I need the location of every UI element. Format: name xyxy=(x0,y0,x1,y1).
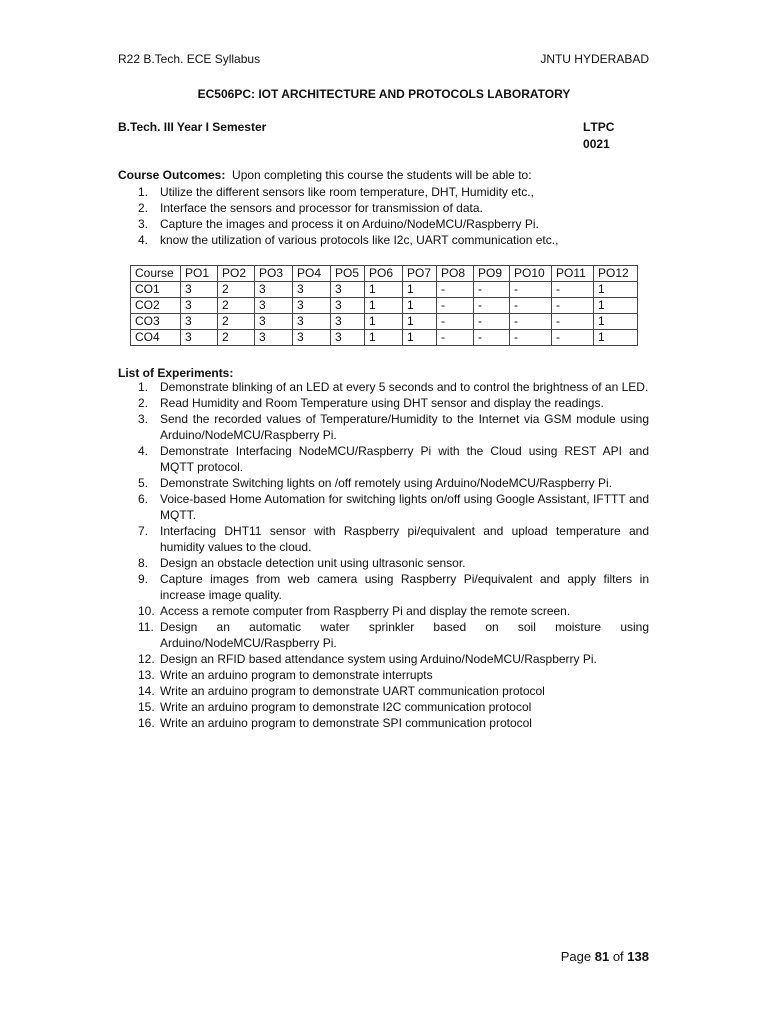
total-pages: 138 xyxy=(627,949,649,964)
item-text: Capture the images and process it on Arduino/NodeMCU/Raspberry Pi. xyxy=(160,217,539,231)
item-number: 4. xyxy=(138,233,149,247)
item-number: 1. xyxy=(138,185,149,199)
item-text: Design an obstacle detection unit using ultrasonic sensor. xyxy=(160,556,466,570)
list-item xyxy=(118,667,649,683)
item-text: Interfacing DHT11 sensor with Raspberry pi/equivalent and upload temperature and humidity values to the cloud. xyxy=(160,524,649,554)
co-po-mapping-table xyxy=(130,265,638,346)
table-header-cell: PO7 xyxy=(403,266,437,282)
course-outcomes-intro: Upon completing this course the students will be able to: xyxy=(232,168,532,182)
table-cell: - xyxy=(552,282,594,298)
table-cell: - xyxy=(474,330,510,346)
list-item xyxy=(118,603,649,619)
list-item xyxy=(118,232,650,248)
table-header-cell: PO12 xyxy=(594,266,638,282)
item-number: 5. xyxy=(138,476,149,490)
table-cell: 2 xyxy=(218,314,255,330)
table-cell: CO3 xyxy=(131,314,181,330)
course-outcomes-heading xyxy=(118,168,532,182)
item-text: Write an arduino program to demonstrate I2C communication protocol xyxy=(160,700,532,714)
table-cell: CO4 xyxy=(131,330,181,346)
table-header-cell: PO8 xyxy=(437,266,474,282)
ltpc-label: C xyxy=(605,120,615,134)
table-cell: 3 xyxy=(293,330,331,346)
table-cell: 1 xyxy=(403,298,437,314)
table-cell: 3 xyxy=(293,282,331,298)
table-header-cell: PO4 xyxy=(293,266,331,282)
table-header-cell: PO5 xyxy=(331,266,365,282)
item-text: Capture images from web camera using Raspberry Pi/equivalent and apply filters in increase image quality. xyxy=(160,572,649,602)
table-row xyxy=(131,330,638,346)
item-number: 6. xyxy=(138,492,149,506)
table-cell: - xyxy=(552,314,594,330)
item-text: Access a remote computer from Raspberry Pi and display the remote screen. xyxy=(160,604,571,618)
table-cell: 3 xyxy=(181,330,218,346)
item-number: 10. xyxy=(138,604,155,618)
table-cell: 3 xyxy=(255,282,293,298)
header-right: JNTU HYDERABAD xyxy=(540,52,649,66)
item-number: 1. xyxy=(138,380,149,394)
item-number: 16. xyxy=(138,716,155,730)
table-header-cell: PO11 xyxy=(552,266,594,282)
table-cell: 2 xyxy=(218,282,255,298)
ltpc-label: P xyxy=(597,120,606,134)
table-cell: 1 xyxy=(594,282,638,298)
ltpc-label: L xyxy=(583,120,591,134)
table-cell: 1 xyxy=(365,314,403,330)
table-cell: - xyxy=(437,298,474,314)
table-row xyxy=(131,282,638,298)
table-cell: 3 xyxy=(331,282,365,298)
header-left: R22 B.Tech. ECE Syllabus xyxy=(118,52,261,66)
table-cell: 1 xyxy=(365,298,403,314)
item-number: 13. xyxy=(138,668,155,682)
item-text: Write an arduino program to demonstrate UART communication protocol xyxy=(160,684,545,698)
list-item xyxy=(118,571,649,603)
table-cell: 3 xyxy=(255,314,293,330)
item-number: 2. xyxy=(138,201,149,215)
item-text: Design an automatic water sprinkler based on soil moisture using Arduino/NodeMCU/Raspberry Pi. xyxy=(160,620,649,650)
table-cell: 1 xyxy=(365,330,403,346)
table-cell: 3 xyxy=(293,298,331,314)
item-number: 9. xyxy=(138,572,149,586)
table-cell: 3 xyxy=(293,314,331,330)
table-cell: 2 xyxy=(218,298,255,314)
table-cell: 1 xyxy=(403,282,437,298)
ltpc-label: T xyxy=(590,120,598,134)
table-cell: 2 xyxy=(218,330,255,346)
ltpc-value: 1 xyxy=(603,137,610,151)
item-text: Design an RFID based attendance system using Arduino/NodeMCU/Raspberry Pi. xyxy=(160,652,597,666)
semester: B.Tech. III Year I Semester xyxy=(118,120,267,134)
table-cell: - xyxy=(552,330,594,346)
item-number: 12. xyxy=(138,652,155,666)
table-cell: 3 xyxy=(331,330,365,346)
list-item xyxy=(118,683,649,699)
table-cell: - xyxy=(474,314,510,330)
table-cell: - xyxy=(510,282,552,298)
table-cell: - xyxy=(510,314,552,330)
item-number: 14. xyxy=(138,684,155,698)
ltpc-value: 2 xyxy=(596,137,604,151)
table-cell: 1 xyxy=(403,330,437,346)
item-number: 11. xyxy=(138,620,154,634)
item-text: Write an arduino program to demonstrate SPI communication protocol xyxy=(160,716,532,730)
list-item xyxy=(118,379,649,395)
item-text: Write an arduino program to demonstrate interrupts xyxy=(160,668,433,682)
list-item xyxy=(118,699,649,715)
table-header-cell: PO3 xyxy=(255,266,293,282)
table-header-cell: PO10 xyxy=(510,266,552,282)
table-cell: CO2 xyxy=(131,298,181,314)
current-page: 81 xyxy=(594,949,610,964)
course-outcomes-list xyxy=(118,184,650,248)
list-item xyxy=(118,491,649,523)
item-number: 7. xyxy=(138,524,149,538)
table-cell: 1 xyxy=(365,282,403,298)
item-number: 15. xyxy=(138,700,155,714)
item-text: Demonstrate Switching lights on /off remotely using Arduino/NodeMCU/Raspberry Pi. xyxy=(160,476,612,490)
list-item xyxy=(118,411,649,443)
item-text: Interface the sensors and processor for transmission of data. xyxy=(160,201,483,215)
table-cell: 3 xyxy=(255,330,293,346)
table-cell: 1 xyxy=(594,298,638,314)
item-text: Demonstrate blinking of an LED at every 5 seconds and to control the brightness of an LED. xyxy=(160,380,649,394)
list-item xyxy=(118,619,649,651)
table-cell: 3 xyxy=(331,298,365,314)
item-text: Utilize the different sensors like room temperature, DHT, Humidity etc., xyxy=(160,185,534,199)
item-number: 3. xyxy=(138,412,149,426)
experiments-heading: List of Experiments: xyxy=(118,366,234,380)
list-item xyxy=(118,443,649,475)
ltpc-values xyxy=(583,137,610,151)
table-cell: 3 xyxy=(331,314,365,330)
item-text: Demonstrate Interfacing NodeMCU/Raspberry Pi with the Cloud using REST API and MQTT protocol. xyxy=(160,444,649,474)
item-text: know the utilization of various protocols like I2c, UART communication etc., xyxy=(160,233,559,247)
item-number: 4. xyxy=(138,444,149,458)
table-cell: 1 xyxy=(594,330,638,346)
table-row xyxy=(131,298,638,314)
experiments-list xyxy=(118,379,649,731)
list-item xyxy=(118,523,649,555)
table-cell: - xyxy=(510,330,552,346)
table-row xyxy=(131,314,638,330)
page-label: Page xyxy=(560,949,592,964)
table-cell: - xyxy=(437,314,474,330)
table-header-cell: PO9 xyxy=(474,266,510,282)
table-cell: 3 xyxy=(255,298,293,314)
item-text: Read Humidity and Room Temperature using DHT sensor and display the readings. xyxy=(160,396,604,410)
table-cell: - xyxy=(474,282,510,298)
course-outcomes-label: Course Outcomes: xyxy=(118,168,226,182)
table-cell: 3 xyxy=(181,314,218,330)
ltpc-labels xyxy=(583,120,615,134)
list-item xyxy=(118,216,650,232)
list-item xyxy=(118,200,650,216)
list-item xyxy=(118,715,649,731)
list-item xyxy=(118,475,649,491)
table-header-row xyxy=(131,266,638,282)
table-cell: - xyxy=(474,298,510,314)
table-cell: - xyxy=(437,330,474,346)
course-title: EC506PC: IOT ARCHITECTURE AND PROTOCOLS LABORATORY xyxy=(197,87,571,101)
table-cell: 1 xyxy=(594,314,638,330)
page-number xyxy=(561,949,649,964)
page-of: of xyxy=(612,949,624,964)
table-cell: 1 xyxy=(403,314,437,330)
list-item xyxy=(118,651,649,667)
table-cell: - xyxy=(552,298,594,314)
item-number: 2. xyxy=(138,396,149,410)
ltpc-value: 0 xyxy=(583,137,590,151)
table-header-cell: Course xyxy=(131,266,181,282)
list-item xyxy=(118,555,649,571)
table-header-cell: PO6 xyxy=(365,266,403,282)
list-item xyxy=(118,184,650,200)
item-number: 8. xyxy=(138,556,149,570)
list-item xyxy=(118,395,649,411)
table-cell: 3 xyxy=(181,282,218,298)
item-number: 3. xyxy=(138,217,149,231)
item-text: Send the recorded values of Temperature/Humidity to the Internet via GSM module using Arduino/NodeMCU/Raspberry Pi. xyxy=(160,412,649,442)
table-cell: - xyxy=(510,298,552,314)
table-cell: - xyxy=(437,282,474,298)
table-header-cell: PO2 xyxy=(218,266,255,282)
ltpc-value: 0 xyxy=(589,137,597,151)
table-header-cell: PO1 xyxy=(181,266,218,282)
item-text: Voice-based Home Automation for switching lights on/off using Google Assistant, IFTTT and MQTT. xyxy=(160,492,649,522)
table-cell: 3 xyxy=(181,298,218,314)
table-cell: CO1 xyxy=(131,282,181,298)
